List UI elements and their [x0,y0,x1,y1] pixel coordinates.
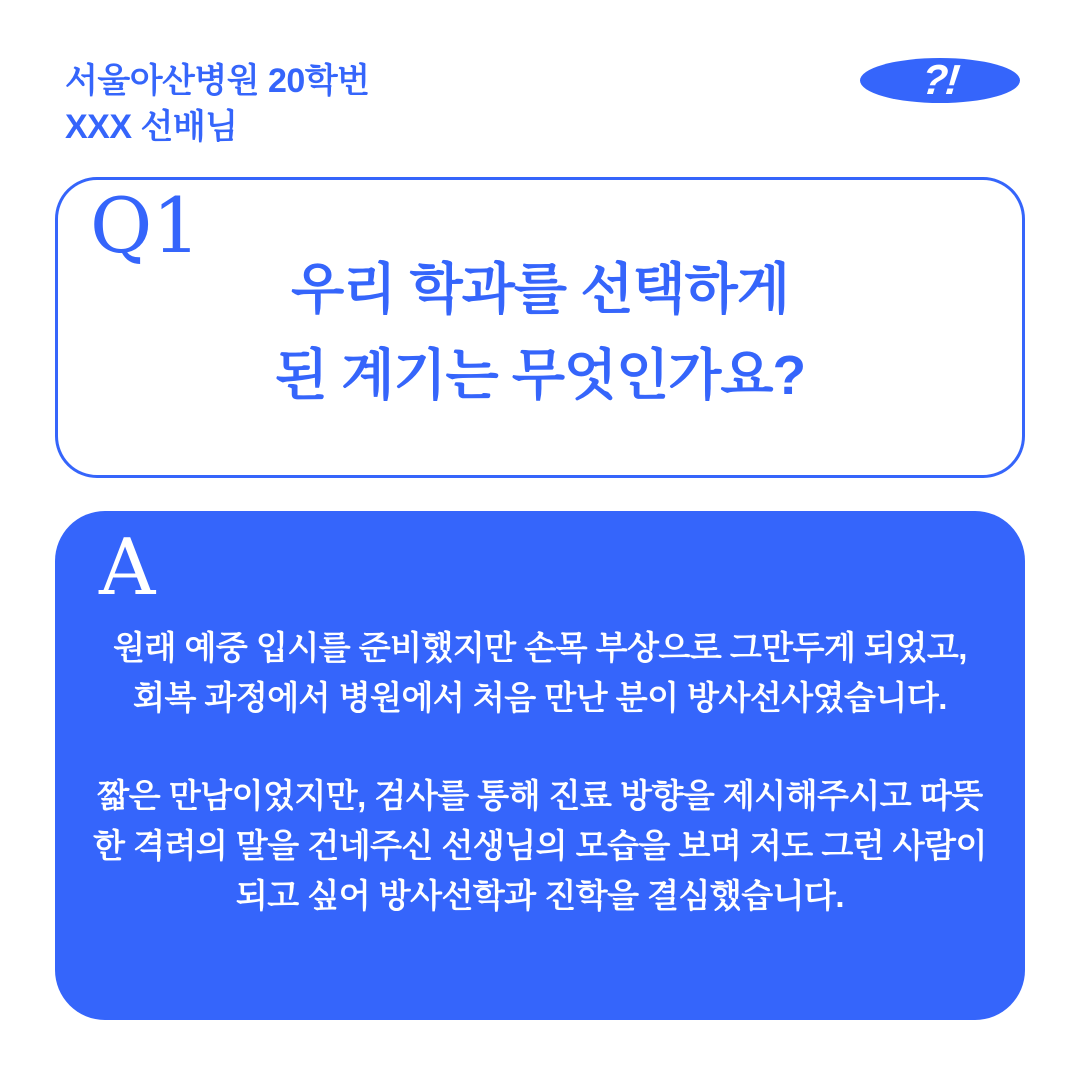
interrobang-icon: ?! [919,55,961,103]
answer-paragraph-2 [83,771,997,921]
answer-paragraph-1 [83,623,997,723]
question-line-1: 우리 학과를 선택하게 [291,258,789,320]
answer-p1-line-2: 회복 과정에서 병원에서 처음 만난 분이 방사선사였습니다. [133,679,947,716]
answer-p2-line-1: 짧은 만남이었지만, 검사를 통해 진료 방향을 제시해주시고 따뜻 [97,777,983,814]
header-senior-line: XXX 선배님 [65,108,238,146]
question-number-label: Q1 [90,181,201,270]
question-card [55,177,1025,478]
answer-p2-line-3: 되고 싶어 방사선학과 진학을 결심했습니다. [235,877,845,914]
answer-label: A [99,523,156,613]
answer-card [55,511,1025,1020]
interrobang-badge [860,55,1020,103]
question-text [58,246,1022,418]
header-hospital-line: 서울아산병원 20학번 [65,62,370,100]
question-line-2: 된 계기는 무엇인가요? [274,344,806,406]
answer-p1-line-1: 원래 예중 입시를 준비했지만 손목 부상으로 그만두게 되었고, [113,629,967,666]
answer-p2-line-2: 한 격려의 말을 건네주신 선생님의 모습을 보며 저도 그런 사람이 [93,827,987,864]
answer-text [83,623,997,921]
header [65,58,370,150]
